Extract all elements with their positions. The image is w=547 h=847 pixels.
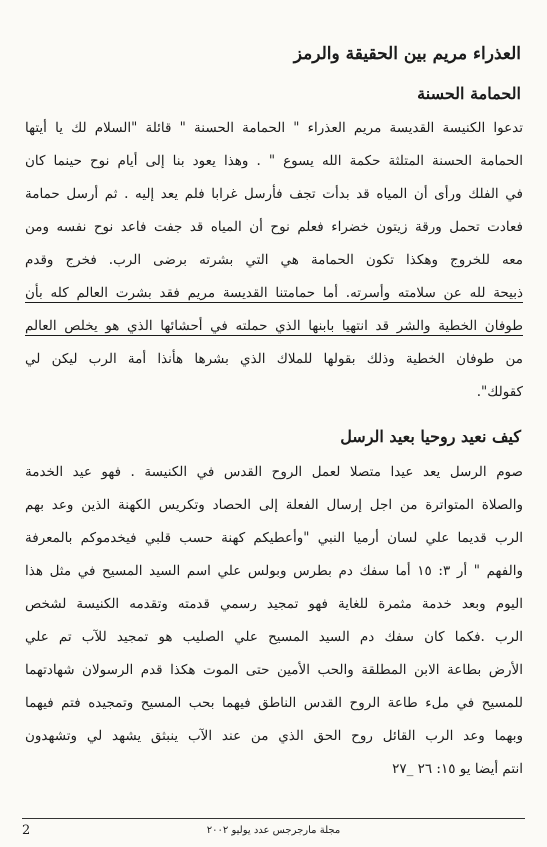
paragraph-line: اليوم وبعد خدمة مثمرة للغاية فهو تمجيد رسمي قدمته وتقدمه الكنيسة لشخص xyxy=(25,596,523,612)
paragraph-line: الرب قديما علي لسان أرميا النبي "وأعطيكم كهنة حسب قلبي فيخدموكم بالمعرفة xyxy=(25,530,523,546)
paragraph-line: والصلاة المتواترة من اجل إرسال الفعلة إلى الحصاد وتكريس الكهنة الذين وعد بهم xyxy=(25,497,523,513)
paragraph-line: كقولك". xyxy=(476,384,523,400)
paragraph-line: والفهم " أر ٣: ١٥ أما سفك دم بطرس وبولس علي اسم السيد المسيح في مثل هذا xyxy=(25,563,523,579)
page-number: 2 xyxy=(22,823,31,838)
paragraph-line: في الفلك ورأى أن المياه قد بدأت تجف فأرسل غرابا فلم يعد إليه . ثم أرسل حمامة xyxy=(25,186,523,202)
paragraph-line-underlined: ذبيحة لله عن سلامته وأسرته. أما حمامتنا القديسة مريم فقد بشرت العالم كله بأن xyxy=(25,285,523,301)
paragraph-line: الرب .فكما كان سفك دم السيد المسيح علي الصليب هو تمجيد للآب تم علي xyxy=(25,629,523,645)
paragraph-line: للمسيح في ملء طاعة الروح القدس الناطق فيهما بحب المسيح وتمجيده فتم فيهما xyxy=(25,695,523,711)
paragraph-line: صوم الرسل يعد عيدا متصلا لعمل الروح القدس في الكنيسة . فهو عيد الخدمة xyxy=(25,464,523,480)
paragraph-line: من طوفان الخطية وذلك بقولها للملاك الذي بشرها هأنذا أمة الرب ليكن لي xyxy=(25,351,523,367)
paragraph-apostles xyxy=(25,456,523,786)
paragraph-line: تدعوا الكنيسة القديسة مريم العذراء " الحمامة الحسنة " قائلة "السلام لك يا أيتها xyxy=(25,120,523,136)
paragraph-dove xyxy=(25,112,523,409)
page-title: العذراء مريم بين الحقيقة والرمز xyxy=(293,44,521,64)
paragraph-line: الأرض بطاعة الابن المطلقة والحب الأمين حتى الموت هكذا قدم الرسولان شهادتهما xyxy=(25,662,523,678)
paragraph-line: انتم أيضا يو ١٥: ٢٦ _٢٧ xyxy=(392,761,523,777)
section-heading-dove: الحمامة الحسنة xyxy=(417,84,521,103)
paragraph-line-underlined: طوفان الخطية والشر قد انتهيا بابنها الذي حملته في أحشائها الذي هو يخلص العالم xyxy=(25,318,523,334)
paragraph-line: الحمامة الحسنة المتلثة حكمة الله يسوع " . وهذا يعود بنا إلى أيام نوح حينما كان xyxy=(25,153,523,169)
footer-divider xyxy=(22,818,525,819)
paragraph-line: وبهما وعد الرب القائل روح الحق الذي من عند الآب ينبثق يشهد لي وتشهدون xyxy=(25,728,523,744)
section-heading-apostles: كيف نعيد روحيا بعيد الرسل xyxy=(340,427,521,446)
paragraph-line: فعادت تحمل ورقة زيتون خضراء فعلم نوح أن المياه قد جفت فاعد نوح نفسه ومن xyxy=(25,219,523,235)
footer-magazine-label: مجلة مارجرجس عدد يوليو ٢٠٠٢ xyxy=(206,825,341,836)
paragraph-line: معه للخروج وهكذا تكون الحمامة هي التي بشرته برضى الرب. فخرج وقدم xyxy=(25,252,523,268)
